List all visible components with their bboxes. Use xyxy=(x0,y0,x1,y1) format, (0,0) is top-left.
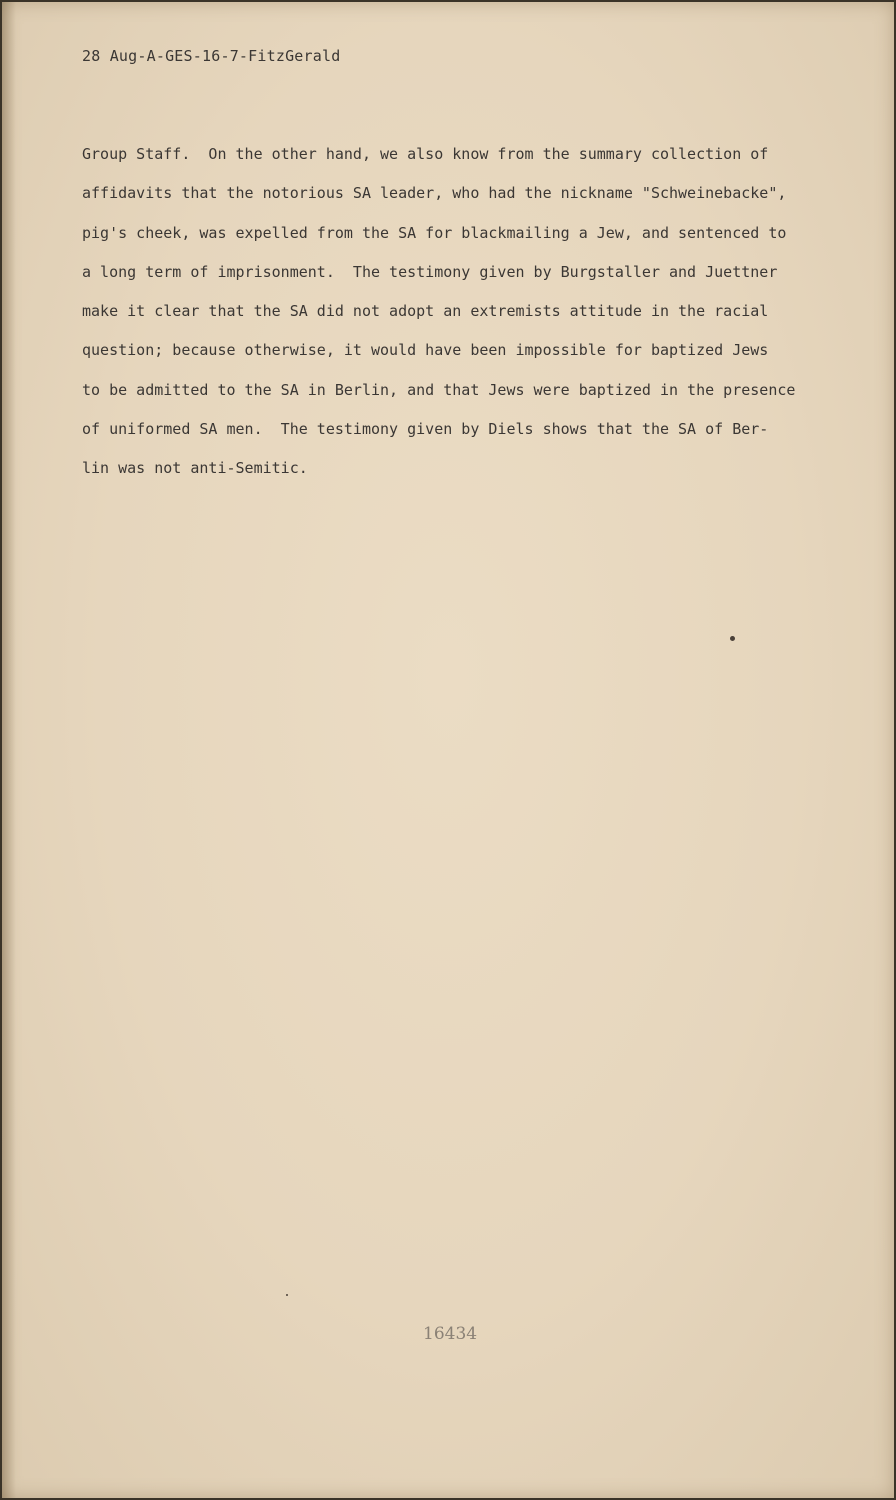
text-line: pig's cheek, was expelled from the SA for blackmailing a Jew, and sentenced to xyxy=(82,223,787,242)
document-header: 28 Aug-A-GES-16-7-FitzGerald xyxy=(82,47,341,65)
text-line: a long term of imprisonment. The testimony given by Burgstaller and Juettner xyxy=(82,262,778,281)
ink-speck xyxy=(286,1294,288,1296)
torn-left-edge xyxy=(2,2,16,1498)
text-line: Group Staff. On the other hand, we also know from the summary collection of xyxy=(82,145,769,163)
text-line: of uniformed SA men. The testimony given by Diels shows that the SA of Ber- xyxy=(82,420,769,439)
text-line: lin was not anti-Semitic. xyxy=(82,459,308,478)
ink-speck xyxy=(730,636,735,641)
document-page xyxy=(2,2,894,1498)
text-line: affidavits that the notorious SA leader, who had the nickname "Schweinebacke", xyxy=(82,184,787,203)
text-line: make it clear that the SA did not adopt an extremists attitude in the racial xyxy=(82,302,769,321)
text-line: to be admitted to the SA in Berlin, and that Jews were baptized in the presence xyxy=(82,380,796,399)
page-number: 16434 xyxy=(423,1324,478,1344)
text-line: question; because otherwise, it would have been impossible for baptized Jews xyxy=(82,341,769,360)
body-text xyxy=(82,144,862,498)
